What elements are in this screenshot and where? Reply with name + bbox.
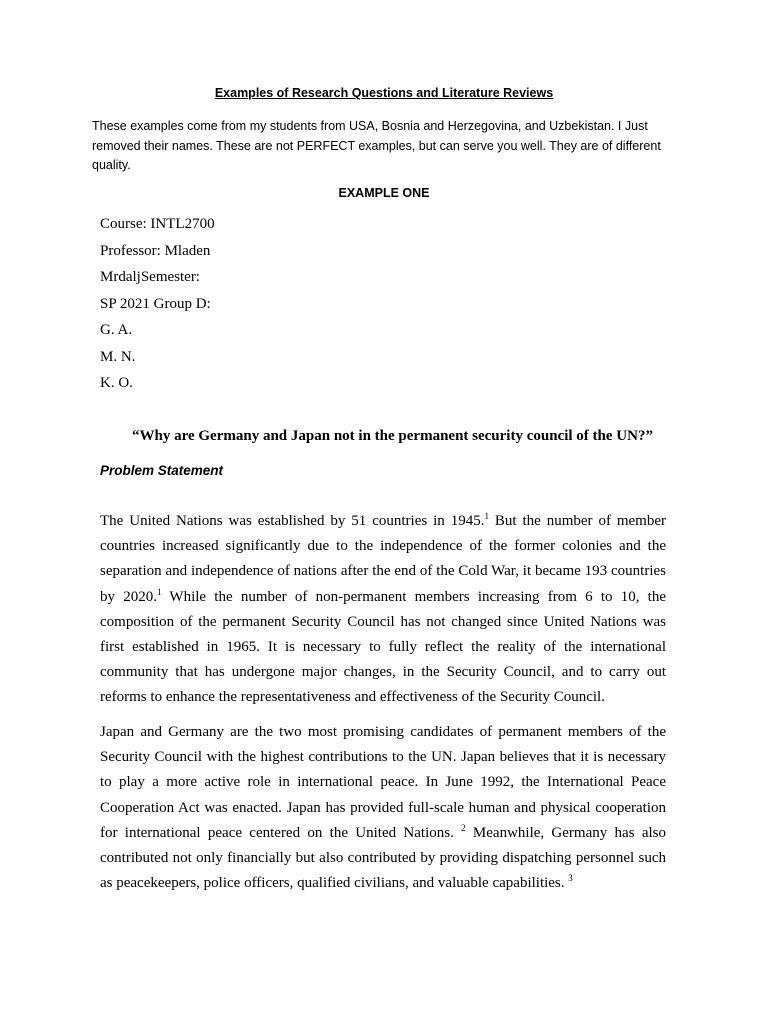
paragraph-1-sentence-2: But the number of member countries increased significantly due to the independence of the former colonies and the separation and independence of nations after the end of the Cold War, it became 193 countries by 2020.: [100, 513, 666, 605]
footnote-ref: 1: [156, 586, 162, 597]
paragraph-2: [100, 720, 666, 896]
section-heading: Problem Statement: [100, 463, 224, 478]
course-meta-list: [100, 214, 500, 400]
intro-paragraph: These examples come from my students from USA, Bosnia and Herzegovina, and Uzbekistan. I Just removed their names. These are not PERFECT examples, but can serve you well. They are of different quality.: [92, 119, 661, 172]
footnote-ref: 3: [568, 873, 573, 884]
footnote-ref: 1: [484, 511, 489, 521]
example-heading: EXAMPLE ONE: [338, 186, 430, 200]
meta-line-course: Course: INTL2700: [100, 216, 215, 232]
meta-line-group: SP 2021 Group D:: [100, 295, 211, 312]
paragraph-1: [100, 509, 666, 711]
meta-line-student-3: K. O.: [100, 375, 133, 391]
paragraph-1-sentence-3: While the number of non-permanent members increasing from 6 to 10, the composition of the permanent Security Council has not changed since United Nations was first established in 1965. It is necessary to fully reflect the reality of the international community that has undergone major changes, in the Security Council, and to carry out reforms to enhance the representativeness and effectiveness of the Security Council.: [100, 588, 667, 706]
paragraph-2-sentence-1: Japan and Germany are the two most promising candidates of permanent members of the Security Council with the highest contributions to the UN. Japan believes that it is necessary to play a more active role in international peace. In June 1992, the International Peace Cooperation Act was enacted. Japan has provided full-scale human and physical cooperation for international peace centered on the United Nations.: [100, 724, 666, 841]
meta-line-student-2: M. N.: [100, 348, 136, 365]
paragraph-2-sentence-2: Meanwhile, Germany has also contributed not only financially but also contributed by providing dispatching personnel such as peacekeepers, police officers, qualified civilians, and valuable capabilities.: [100, 824, 666, 892]
meta-line-semester: MrdaljSemester:: [100, 269, 200, 285]
research-question: “Why are Germany and Japan not in the permanent security council of the UN?”: [132, 428, 653, 444]
footnote-ref: 2: [461, 822, 466, 833]
meta-line-professor: Professor: Mladen: [100, 242, 211, 259]
meta-line-student-1: G. A.: [100, 322, 133, 338]
document-title: Examples of Research Questions and Literature Reviews: [214, 86, 554, 100]
paragraph-1-sentence-1: The United Nations was established by 51 countries in 1945.: [100, 513, 485, 529]
